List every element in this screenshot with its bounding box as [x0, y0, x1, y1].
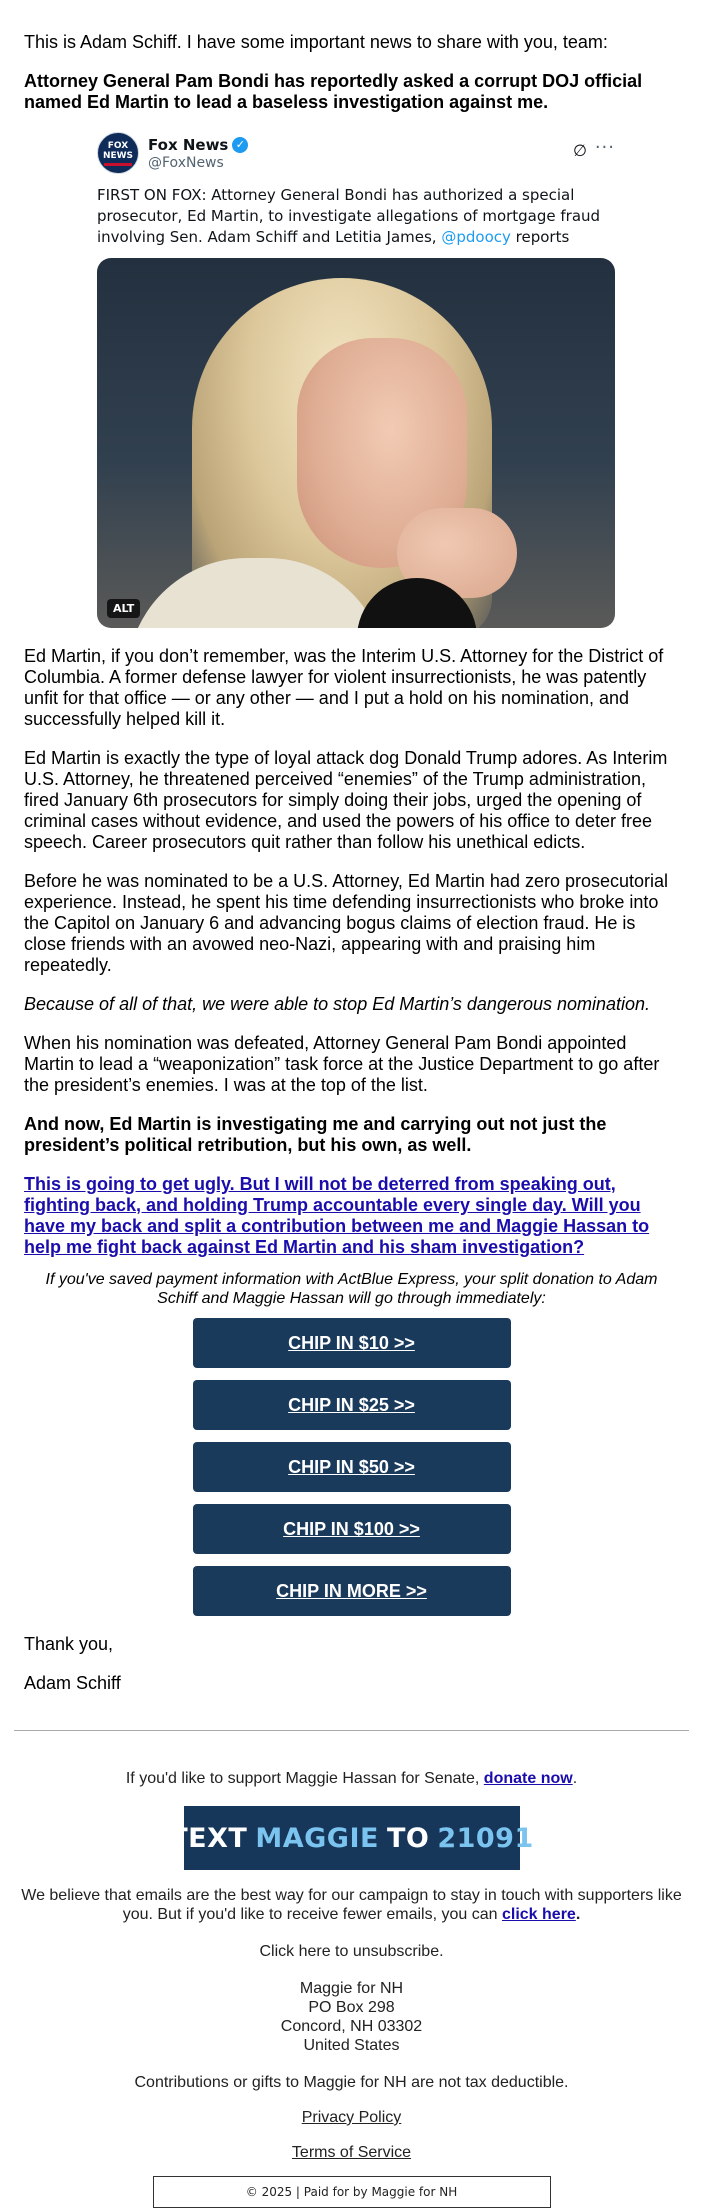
terms-of-service-link[interactable]: Terms of Service — [291, 2144, 412, 2161]
support-end: . — [572, 1770, 578, 1787]
banner-to: TO — [386, 1822, 430, 1854]
chip-in-100-button[interactable]: CHIP IN $100 >> — [193, 1504, 511, 1554]
fox-news-logo[interactable] — [97, 132, 139, 174]
click-here-link[interactable]: click here — [501, 1906, 576, 1923]
banner-keyword: MAGGIE — [255, 1822, 379, 1854]
banner-number: 21091 — [437, 1822, 534, 1854]
account-name[interactable] — [148, 136, 248, 154]
support-text: If you'd like to support Maggie Hassan for Senate, — [125, 1770, 480, 1787]
italic-line: Because of all of that, we were able to stop Ed Martin’s dangerous nomination. — [24, 994, 651, 1014]
paragraph-4: When his nomination was defeated, Attorney General Pam Bondi appointed Martin to lead a “weaponization” task force at the Justice Department to go after the president’s enemies. I was at the top of the list. — [24, 1033, 660, 1095]
tweet-text-body: FIRST ON FOX: Attorney General Bondi has authorized a special prosecutor, Ed Martin, to investigate allegations of mortgage fraud involving Sen. Adam Schiff and Letitia James, — [97, 186, 601, 246]
fewer-end: . — [575, 1906, 581, 1923]
footer-divider — [14, 1730, 689, 1731]
chip-in-more-button[interactable]: CHIP IN MORE >> — [193, 1566, 511, 1616]
alt-text-badge[interactable]: ALT — [107, 599, 140, 618]
donate-now-link[interactable]: donate now — [483, 1770, 573, 1787]
verified-badge-icon: ✓ — [232, 137, 248, 153]
bold-line: And now, Ed Martin is investigating me and carrying out not just the president’s political retribution, but his own, as well. — [24, 1114, 607, 1155]
chip-in-50-button[interactable]: CHIP IN $50 >> — [193, 1442, 511, 1492]
logo-stripe — [104, 163, 132, 166]
headline-text: Attorney General Pam Bondi has reportedly asked a corrupt DOJ official named Ed Martin to lead a baseless investigation against me. — [24, 71, 643, 112]
tweet-mention-link[interactable]: @pdoocy — [441, 228, 511, 246]
fewer-emails-text: We believe that emails are the best way for our campaign to stay in touch with supporters like you. But if you'd like to receive fewer emails, you can — [21, 1887, 682, 1923]
more-options-icon[interactable]: ··· — [594, 137, 615, 158]
account-handle[interactable]: @FoxNews — [148, 154, 224, 171]
account-name-label: Fox News — [148, 135, 229, 154]
address-line-3: Concord, NH 03302 — [280, 2018, 423, 2035]
actblue-express-note: If you've saved payment information with ActBlue Express, your split donation to Adam Schiff and Maggie Hassan will go through immediately: — [45, 1271, 658, 1307]
fox-news-logo-text: FOX NEWS — [102, 140, 134, 161]
paragraph-2: Ed Martin is exactly the type of loyal attack dog Donald Trump adores. As Interim U.S. Attorney, he threatened perceived “enemies” of the Trump administration, fired January 6th prosecutors for simply doing their jobs, urged the opening of criminal cases without evidence, and used the powers of his office to deter free speech. Career prosecutors quit rather than follow his unethical edicts. — [24, 748, 668, 852]
tweet-account — [148, 136, 248, 171]
support-line — [0, 1769, 703, 1788]
donate-cta-link[interactable]: This is going to get ugly. But I will not be deterred from speaking out, fighting back, and holding Trump accountable every single day. Will you have my back and split a contribution between me and Maggie Hassan to help me fight back against Ed Martin and his sham investigation? — [24, 1174, 650, 1257]
chip-in-10-button[interactable]: CHIP IN $10 >> — [193, 1318, 511, 1368]
address-line-1: Maggie for NH — [299, 1980, 404, 1997]
unsubscribe-link[interactable]: Click here to unsubscribe. — [259, 1943, 444, 1960]
tweet-photo[interactable] — [97, 258, 615, 628]
paragraph-3: Before he was nominated to be a U.S. Attorney, Ed Martin had zero prosecutorial experience. Instead, he spent his time defending insurrectionists who broke into the Capitol on January 6 and advancing bogus claims of election fraud. He is close friends with an avowed neo-Nazi, appearing with and praising him repeatedly. — [24, 871, 669, 975]
tweet-text — [97, 185, 615, 248]
intro-text: This is Adam Schiff. I have some important news to share with you, team: — [24, 32, 608, 52]
thanks-text: Thank you, — [24, 1634, 114, 1654]
paid-for-by-box: © 2025 | Paid for by Maggie for NH — [153, 2176, 551, 2208]
paragraph-1: Ed Martin, if you don’t remember, was the Interim U.S. Attorney for the District of Columbia. A former defense lawyer for violent insurrectionists, he was patently unfit for that office — or any other — and I put a hold on his nomination, and successfully helped kill it. — [24, 646, 664, 729]
privacy-policy-link[interactable]: Privacy Policy — [301, 2109, 402, 2126]
address-line-2: PO Box 298 — [308, 1999, 395, 2016]
chip-in-25-button[interactable]: CHIP IN $25 >> — [193, 1380, 511, 1430]
signature-text: Adam Schiff — [24, 1673, 121, 1693]
signoff — [24, 1634, 679, 1694]
fewer-emails-line — [14, 1886, 689, 1924]
embedded-tweet[interactable] — [97, 131, 615, 628]
address-line-4: United States — [303, 2037, 400, 2054]
text-maggie-banner[interactable] — [169, 1806, 534, 1870]
mailing-address — [0, 1979, 703, 2055]
tax-note: Contributions or gifts to Maggie for NH are not tax deductible. — [134, 2074, 569, 2091]
banner-text: TEXT — [169, 1822, 248, 1854]
footer — [0, 1769, 703, 2208]
tweet-text-end: reports — [515, 228, 570, 246]
tweet-header — [97, 131, 615, 175]
grok-icon[interactable]: ∅ — [573, 141, 587, 160]
